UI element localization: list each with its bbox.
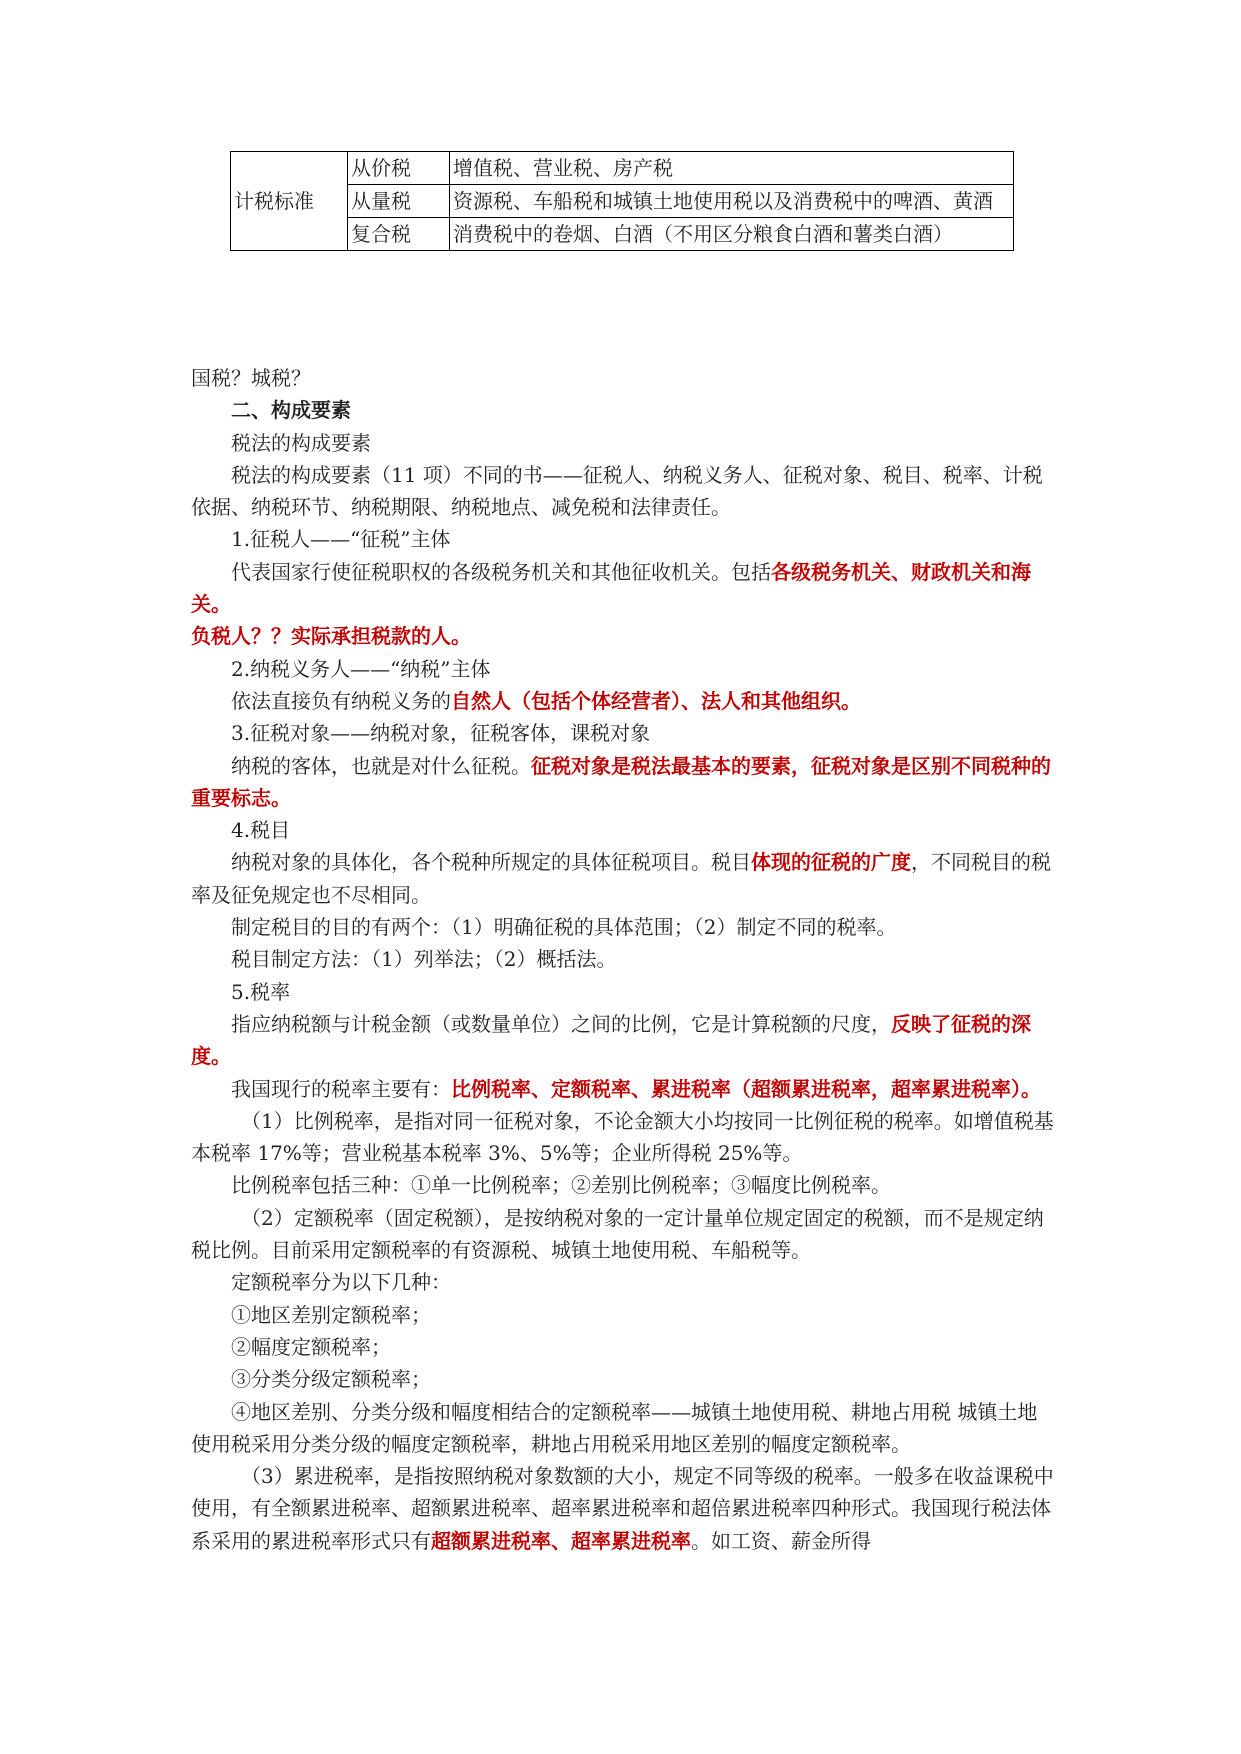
table-desc-cell: 消费税中的卷烟、白酒（不用区分粮食白酒和薯类白酒）: [450, 218, 1014, 251]
text-span: 我国现行的税率主要有：: [231, 1076, 451, 1101]
list-item: ①地区差别定额税率；: [231, 1302, 431, 1327]
table-type-cell: 从价税: [348, 152, 450, 185]
section-heading: 二、构成要素: [231, 398, 351, 423]
paragraph: （1）比例税率，是指对同一征税对象，不论金额大小均按同一比例征税的税率。如增值税基本税率 17%等；营业税基本税率 3%、5%等；企业所得税 25%等。: [191, 1108, 1054, 1166]
text-span: （3）累进税率，是指按照纳税对象数额的大小，规定不同等级的税率。一般多在收益课税中使用，有全额累进税率、超额累进税率、超率累进税率和超倍累进税率四种形式。我国现行税法体系采用的累进税率形式只有: [191, 1464, 1054, 1553]
table-row: [231, 152, 1014, 185]
item-heading: 4.税目: [231, 818, 291, 843]
highlight-text: 反映了征税的深度。: [191, 1011, 1031, 1069]
table-category-cell: 计税标准: [231, 152, 348, 251]
text-span: 依法直接负有纳税义务的: [231, 688, 451, 713]
paragraph: [191, 1073, 1055, 1105]
table-row: [231, 185, 1014, 218]
item-heading: 3.征税对象——纳税对象，征税客体，课税对象: [231, 721, 651, 746]
text-span: 指应纳税额与计税金额（或数量单位）之间的比例，它是计算税额的尺度，: [231, 1011, 891, 1036]
highlight-text: 自然人（包括个体经营者）、法人和其他组织。: [451, 688, 861, 713]
text-span: 纳税的客体，也就是对什么征税。: [231, 753, 531, 778]
body-text: [191, 362, 1055, 1557]
highlight-text: 各级税务机关、财政机关和海关。: [191, 559, 1031, 617]
paragraph: [191, 846, 1055, 911]
paragraph: [191, 556, 1055, 621]
paragraph: 税法的构成要素: [231, 430, 371, 455]
paragraph: 定额税率分为以下几种：: [231, 1270, 451, 1295]
text-span: ，不同税目的税率及征免规定也不尽相同。: [191, 850, 1051, 907]
text-span: 纳税对象的具体化，各个税种所规定的具体征税项目。税目: [231, 850, 751, 875]
paragraph: 税法的构成要素（11 项）不同的书——征税人、纳税义务人、征税对象、税目、税率、计税依据、纳税环节、纳税期限、纳税地点、减免税和法律责任。: [191, 462, 1043, 520]
paragraph: 比例税率包括三种：①单一比例税率；②差别比例税率；③幅度比例税率。: [231, 1173, 891, 1198]
table-type-cell: 从量税: [348, 185, 450, 218]
highlight-paragraph: 负税人？？实际承担税款的人。: [191, 624, 471, 649]
item-heading: 2.纳税义务人——“纳税”主体: [231, 656, 491, 681]
item-heading: 1.征税人——“征税”主体: [231, 527, 451, 552]
table-desc-cell: 资源税、车船税和城镇土地使用税以及消费税中的啤酒、黄酒: [450, 185, 1014, 218]
paragraph: [191, 750, 1055, 815]
paragraph: [191, 1460, 1055, 1557]
paragraph: （2）定额税率（固定税额），是按纳税对象的一定计量单位规定固定的税额，而不是规定纳税比例。目前采用定额税率的有资源税、城镇土地使用税、车船税等。: [191, 1205, 1044, 1263]
paragraph: 税目制定方法：（1）列举法；（2）概括法。: [231, 947, 617, 972]
paragraph: [191, 1008, 1055, 1073]
highlight-text: 体现的征税的广度: [751, 850, 911, 875]
highlight-text: 超额累进税率、超率累进税率: [431, 1528, 691, 1553]
paragraph: [191, 685, 1055, 717]
list-item: ③分类分级定额税率；: [231, 1367, 431, 1392]
highlight-text: 比例税率、定额税率、累进税率（超额累进税率，超率累进税率）。: [451, 1076, 1041, 1101]
text-span: 。如工资、薪金所得: [691, 1528, 871, 1553]
list-item: ②幅度定额税率；: [231, 1334, 391, 1359]
paragraph: 国税？城税？: [191, 366, 311, 390]
table-type-cell: 复合税: [348, 218, 450, 251]
item-heading: 5.税率: [231, 979, 291, 1004]
tax-standard-table: [230, 151, 1014, 251]
paragraph: 制定税目的目的有两个：（1）明确征税的具体范围；（2）制定不同的税率。: [231, 915, 897, 940]
highlight-text: 征税对象是税法最基本的要素，征税对象是区别不同税种的重要标志。: [191, 753, 1051, 810]
table-desc-cell: 增值税、营业税、房产税: [450, 152, 1014, 185]
text-span: 代表国家行使征税职权的各级税务机关和其他征收机关。包括: [231, 559, 771, 584]
table-row: [231, 218, 1014, 251]
list-item: ④地区差别、分类分级和幅度相结合的定额税率——城镇土地使用税、耕地占用税 城镇土地使用税采用分类分级的幅度定额税率，耕地占用税采用地区差别的幅度定额税率。: [191, 1399, 1038, 1456]
